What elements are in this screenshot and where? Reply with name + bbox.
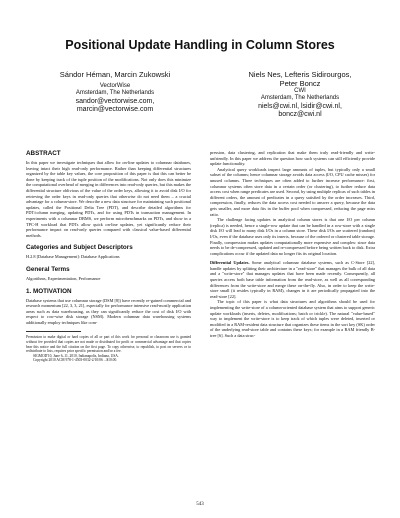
section-heading: 1. MOTIVATION <box>26 287 72 295</box>
paper-title: Positional Update Handling in Column Stores <box>65 38 335 52</box>
body-paragraph: pression, data clustering, and replication that make them truly read-friendly and write-unfriendly. In this paper we address the question how such systems can still efficiently provide update functionality. <box>210 150 375 167</box>
author-names-cont: Peter Boncz <box>279 79 321 88</box>
left-column <box>26 150 191 363</box>
author-email: niels@cwi.nl, lsidir@cwi.nl, <box>258 102 342 110</box>
author-affiliation: CWI <box>294 88 306 94</box>
differential-updates-paragraph <box>210 260 375 299</box>
intro-text: Database systems that use columnar storage (DSM [8]) have recently re-gained commercial and research momentum [22, 3, 3, 21], especially for performance intensive read-mostly application areas such as data warehousing, as they can significantly reduce the cost of disk I/O with respect to row-wise disk storage (NSM). Modern columnar data warehousing systems additionally employ techniques like com- <box>26 297 191 325</box>
paragraph-text: Some analytical columnar database systems, such as C-Store [22], handle updates by splitting their architecture in a "read-store" that manages the bulk of all data and a "write-store" that manages updates that have been made recently. Consequently, all queries access both base table information from the read-store, as well as all corresponding differences from the write-store and merge these on-the-fly. Also, in order to keep the write-store small (it resides typically in RAM), changes in it are periodically propagated into the read-store [22]. <box>210 260 375 299</box>
author-block <box>0 70 400 145</box>
abstract-text: In this paper we investigate techniques that allow for on-line updates to columnar databases, leaving intact their high read-only performance. Rather than keeping differential structures organized by the table key values, the core proposition of this paper is that this can better be done by keeping track of the tuple position of the modifications. Not only does this minimize the computational overhead of merging in differences into read-only queries, but this makes the differential structure oblivious of the value of the order keys, allowing it to avoid disk I/O for retrieving the order keys in read-only queries that otherwise do not need them – a crucial advantage for a column-store. We describe a new data structure for maintaining such positional updates, called the Positional Delta Tree (PDT), and describe detailed algorithms for PDT/column merging, updating PDTs, and for using PDTs in transaction management. In experiments with a columnar DBMS, we perform microbenchmarks on PDTs, and show in a TPC-H workload that PDTs allow quick on-line updates, yet significantly reduce their performance impact on read-only queries compared with classical value-based differential methods. <box>26 160 191 238</box>
abstract-heading: ABSTRACT <box>26 150 61 157</box>
author-email: sandor@vectorwise.com, <box>75 97 155 105</box>
author-affiliation: VectorWise <box>99 83 131 89</box>
body-paragraph: The topic of this paper is what data structures and algorithms should be used for implementing the write-store of a column-oriented database system that aims to support generic update workloads (inserts, deletes, modifications; batch or trickle). The natural "value-based" way to implement the write-store is to keep track of which tuples were deleted, inserted or modified in a RAM-resident data structure that organizes these items in the sort key (SK) order of the underlying read-store table and contains these keys; for example in a RAM friendly B-tree [6]. Such a data struc- <box>210 299 375 338</box>
author-location: Amsterdam, The Netherlands <box>260 95 340 102</box>
footnote-copyright: Copyright 2010 ACM 978-1-4503-0032-2/10/06 ...$10.00. <box>33 358 118 363</box>
body-paragraph: Analytical query workloads inspect large amounts of tuples, but typically only a small subset of the columns; hence columnar storage avoids data access (I/O, CPU cache misses) for unused columns. Three techniques are often added to further increase performance: first, columnar systems often store data in a certain order (or clustering), to further reduce data access cost when range predicates are used. Second, by using multiple replicas of such tables in different orders, the amount of predicates in a query satisfied by the order increases. Third, compression, finally, reduces the data access cost needed to answer a query, because the data gets smaller, and more data fits in the buffer pool when compressed, reducing the page miss ratio. <box>210 166 375 217</box>
terms-heading: General Terms <box>26 265 70 273</box>
author-names: Sándor Héman, Marcin Zukowski <box>59 70 171 79</box>
body-paragraph: The challenge facing updates in analytical column stores is that one I/O per column (replica) is needed, hence a single-row update that can be handled in a row-store with a single disk I/O will lead to many disk I/Os in a column store. These disk I/Os are scattered (random) I/Os, even if the database uses only its inserts, because of the ordered or clustered table storage. Finally, compression makes updates computationally more expensive and complex: since data needs to be de-compressed, updated and re-compressed before being written back to disk. Extra complications occur if the updated data no longer fits its original location. <box>210 217 375 256</box>
paragraph-title: Differential Updates. <box>210 260 250 266</box>
footnote-rule <box>26 331 81 332</box>
author-location: Amsterdam, The Netherlands <box>75 90 155 97</box>
right-column <box>210 150 375 339</box>
author-group-2 <box>225 70 375 119</box>
footnote-venue: SIGMOD'10, June 6–11, 2010, Indianapolis, Indiana, USA. <box>33 353 119 358</box>
terms-text: Algorithms, Experimentation, Performance <box>26 275 101 281</box>
author-group-1 <box>50 70 180 114</box>
author-names: Niels Nes, Lefteris Sidirourgos, <box>248 70 352 79</box>
author-email: marcin@vectorwise.com <box>76 105 154 113</box>
categories-text: H.2.8 [Database Management]: Database Applications <box>26 254 120 260</box>
footnote-permission: Permission to make digital or hard copies of all or part of this work for personal or classroom use is granted without fee provided that copies are not made or distributed for profit or commercial advantage and that copies bear this notice and the full citation on the first page. To copy otherwise, to republish, to post on servers or to redistribute to lists, requires prior specific permission and/or a fee. <box>26 335 191 354</box>
categories-heading: Categories and Subject Descriptors <box>26 244 133 252</box>
copyright-footnote <box>26 335 191 363</box>
author-email: boncz@cwi.nl <box>278 110 322 118</box>
page-number: 543 <box>196 502 204 507</box>
